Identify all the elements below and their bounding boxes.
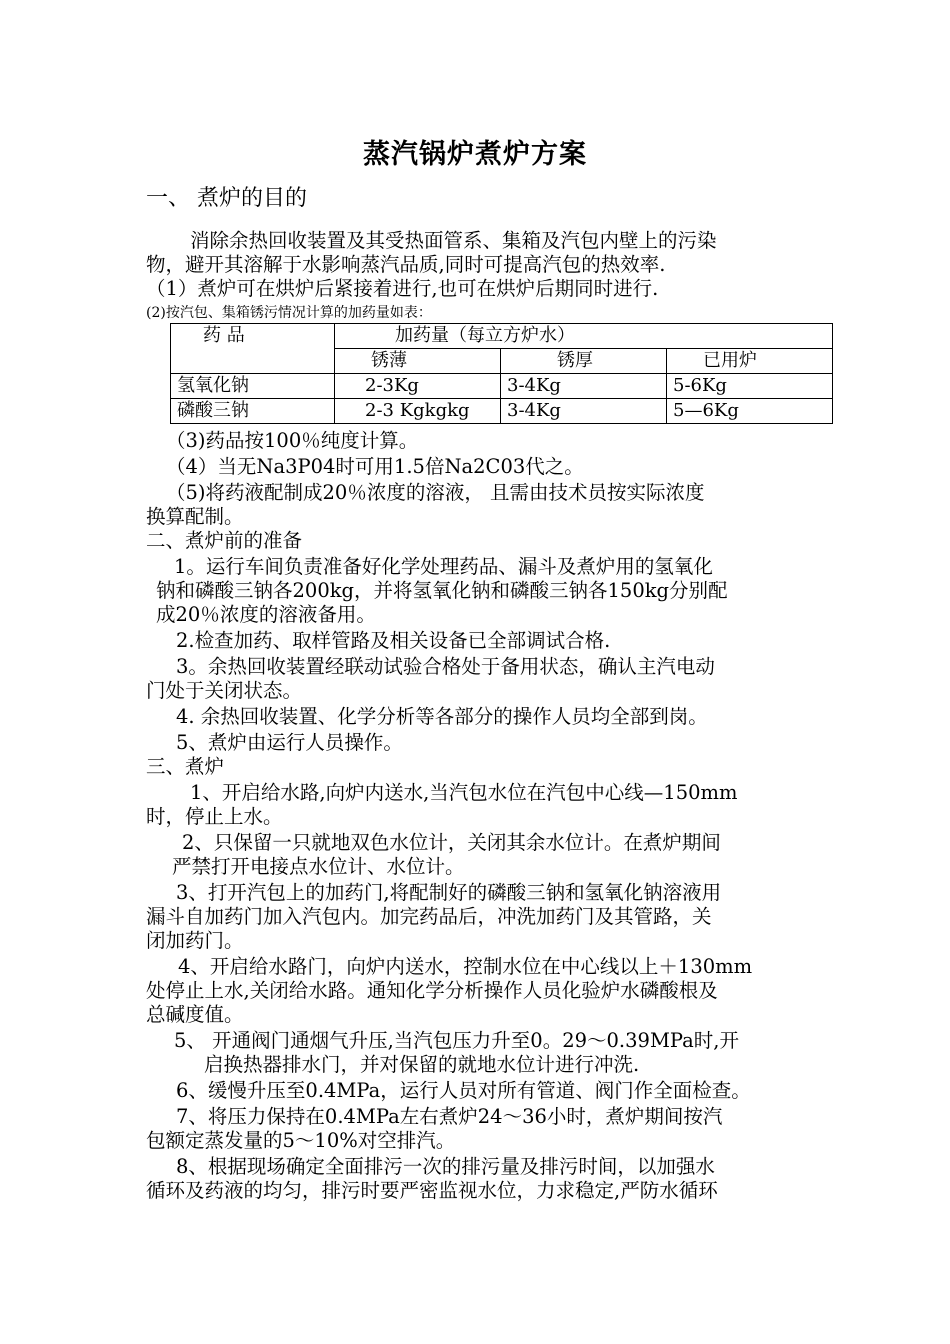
paragraph-line: 1。运行车间负责准备好化学处理药品、漏斗及煮炉用的氢氧化 xyxy=(174,555,713,578)
table-subheader-used: 已用炉 xyxy=(667,349,833,374)
paragraph-line: 4、开启给水路门，向炉内送水，控制水位在中心线以上＋130mm xyxy=(178,955,753,978)
paragraph-line: 3、打开汽包上的加药门,将配制好的磷酸三钠和氢氧化钠溶液用 xyxy=(176,881,722,904)
table-header-dose: 加药量（每立方炉水） xyxy=(335,324,833,349)
section-heading-boiling: 三、煮炉 xyxy=(146,755,225,778)
paragraph-line: 总碱度值。 xyxy=(146,1003,244,1026)
dosage-table xyxy=(170,323,833,424)
table-header-drug: 药 品 xyxy=(171,324,335,374)
table-cell: 3-4Kg xyxy=(501,374,667,399)
paragraph-line: 物，避开其溶解于水影响蒸汽品质,同时可提高汽包的热效率. xyxy=(146,253,666,276)
table-cell: 2-3Kg xyxy=(335,374,501,399)
table-subheader-thin: 锈薄 xyxy=(335,349,501,374)
paragraph-line: 处停止上水,关闭给水路。通知化学分析操作人员化验炉水磷酸根及 xyxy=(146,979,718,1002)
paragraph-line: 3。余热回收装置经联动试验合格处于备用状态，确认主汽电动 xyxy=(176,655,715,678)
paragraph-line: (2)按汽包、集箱锈污情况计算的加药量如表： xyxy=(146,305,432,321)
table-header-row xyxy=(171,324,833,349)
document-title: 蒸汽锅炉煮炉方案 xyxy=(363,139,587,170)
paragraph-line: 钠和磷酸三钠各200kg，并将氢氧化钠和磷酸三钠各150kg分别配 xyxy=(156,579,728,602)
section-heading-purpose: 一、 煮炉的目的 xyxy=(146,186,307,211)
paragraph-line: 2.检查加药、取样管路及相关设备已全部调试合格. xyxy=(176,629,611,652)
paragraph-line: 5、 开通阀门通烟气升压,当汽包压力升至0。29～0.39MPa时,开 xyxy=(174,1029,739,1052)
table-cell: 3-4Kg xyxy=(501,399,667,424)
table-cell: 2-3 Kgkgkg xyxy=(335,399,501,424)
paragraph-line: 8、根据现场确定全面排污一次的排污量及排污时间，以加强水 xyxy=(176,1155,715,1178)
paragraph-line: 7、将压力保持在0.4MPa左右煮炉24～36小时，煮炉期间按汽 xyxy=(176,1105,723,1128)
paragraph-line: （1）煮炉可在烘炉后紧接着进行,也可在烘炉后期同时进行. xyxy=(146,277,659,300)
paragraph-line: 漏斗自加药门加入汽包内。加完药品后，冲洗加药门及其管路，关 xyxy=(146,905,712,928)
table-cell-drug: 氢氧化钠 xyxy=(171,374,335,399)
paragraph-line: 1、开启给水路,向炉内送水,当汽包水位在汽包中心线—150mm xyxy=(190,781,738,804)
paragraph-line: （5)将药液配制成20％浓度的溶液， 且需由技术员按实际浓度 xyxy=(166,481,705,504)
paragraph-line: （3)药品按100％纯度计算。 xyxy=(166,429,419,452)
paragraph-line: 时，停止上水。 xyxy=(146,805,283,828)
table-row xyxy=(171,374,833,399)
paragraph-line: 4. 余热回收装置、化学分析等各部分的操作人员均全部到岗。 xyxy=(176,705,708,728)
paragraph-line: 2、只保留一只就地双色水位计，关闭其余水位计。在煮炉期间 xyxy=(182,831,721,854)
section-heading-preparation: 二、煮炉前的准备 xyxy=(146,529,303,552)
table-cell-drug: 磷酸三钠 xyxy=(171,399,335,424)
paragraph-line: 闭加药门。 xyxy=(146,929,244,952)
paragraph-line: 消除余热回收装置及其受热面管系、集箱及汽包内壁上的污染 xyxy=(190,229,717,252)
table-cell: 5-6Kg xyxy=(667,374,833,399)
paragraph-line: 包额定蒸发量的5～10%对空排汽。 xyxy=(146,1129,456,1152)
paragraph-line: （4）当无Na3P04时可用1.5倍Na2C03代之。 xyxy=(166,455,584,478)
table-subheader-thick: 锈厚 xyxy=(501,349,667,374)
paragraph-line: 6、缓慢升压至0.4MPa，运行人员对所有管道、阀门作全面检查。 xyxy=(176,1079,751,1102)
paragraph-line: 成20％浓度的溶液备用。 xyxy=(156,603,376,626)
paragraph-line: 5、煮炉由运行人员操作。 xyxy=(176,731,403,754)
paragraph-line: 门处于关闭状态。 xyxy=(146,679,303,702)
paragraph-line: 循环及药液的均匀，排污时要严密监视水位，力求稳定,严防水循环 xyxy=(146,1179,718,1202)
table-cell: 5—6Kg xyxy=(667,399,833,424)
paragraph-line: 严禁打开电接点水位计、水位计。 xyxy=(172,855,465,878)
paragraph-line: 启换热器排水门，并对保留的就地水位计进行冲洗. xyxy=(204,1053,640,1076)
table-row xyxy=(171,399,833,424)
paragraph-line: 换算配制。 xyxy=(146,505,244,528)
